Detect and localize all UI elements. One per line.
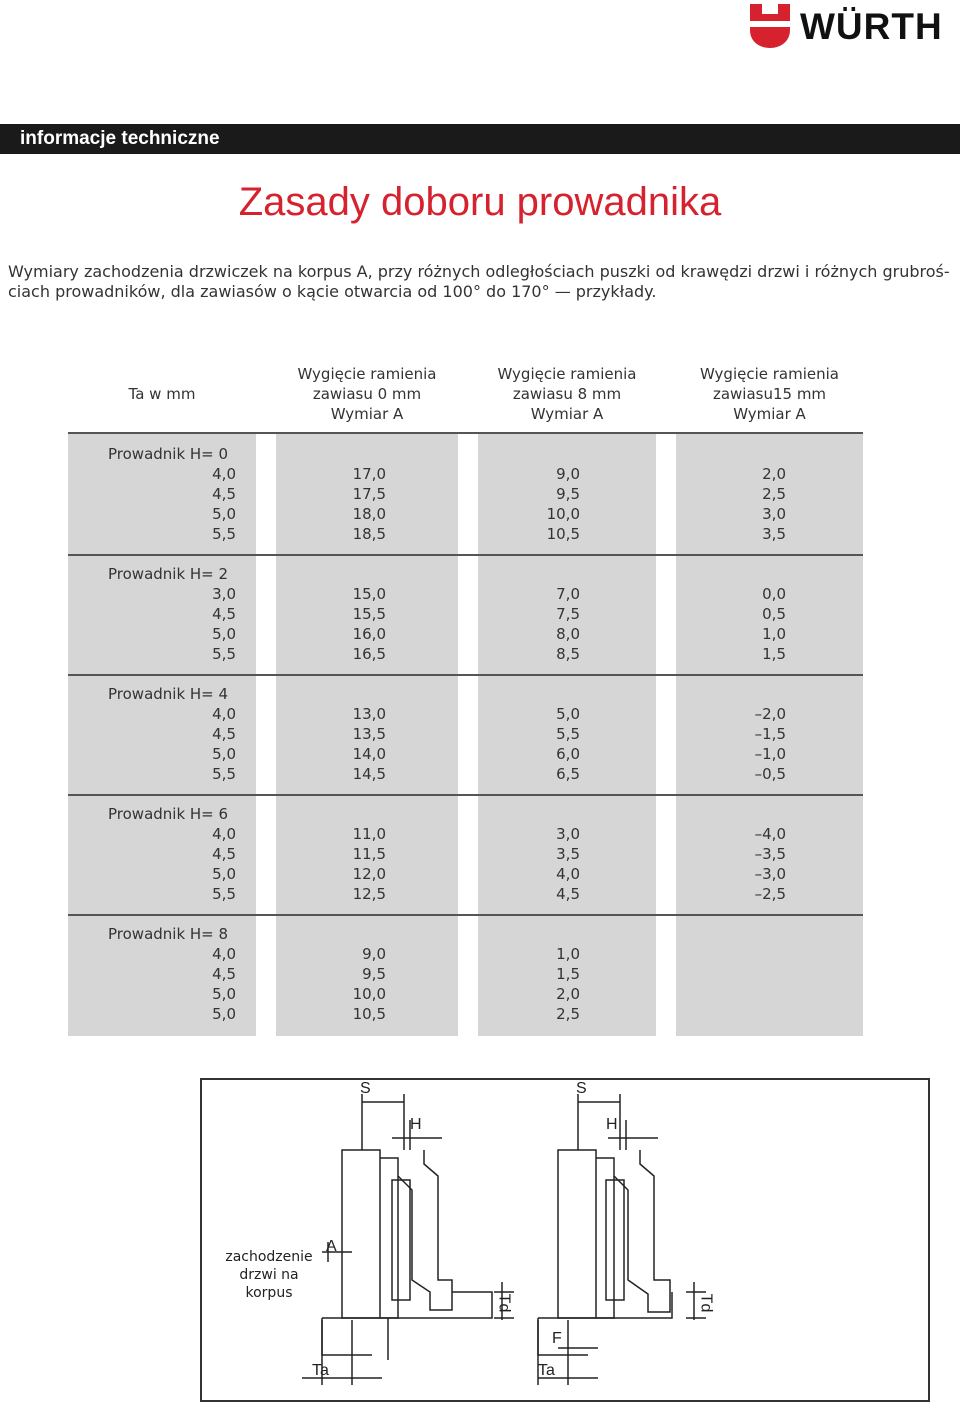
section-header-bar [0, 124, 960, 154]
table-cell-a0: 10,5 [352, 1005, 386, 1023]
label-h-left: H [410, 1116, 422, 1133]
label-h-right: H [606, 1116, 618, 1133]
page-title: Zasady doboru prowadnika [238, 180, 722, 224]
table-cell-a0: 11,0 [352, 825, 386, 843]
table-cell-a8: 7,0 [556, 585, 580, 603]
table-cell-a0: 11,5 [352, 845, 386, 863]
header-line: Wygięcie ramienia [497, 365, 637, 383]
table-cell-a15: –3,5 [754, 845, 786, 863]
table-cell-ta: 4,5 [212, 725, 236, 743]
table-cell-ta: 5,0 [212, 985, 236, 1003]
table-cell-a0: 16,5 [352, 645, 386, 663]
table-cell-a15: –1,0 [754, 745, 786, 763]
overlap-label-line: zachodzenie [225, 1249, 313, 1265]
table-cell-ta: 5,0 [212, 865, 236, 883]
table-cell-a8: 5,0 [556, 705, 580, 723]
table-cell-a15: –4,0 [754, 825, 786, 843]
header-divider [68, 432, 863, 434]
table-cell-ta: 5,5 [212, 885, 236, 903]
table-cell-a15: 2,5 [762, 485, 786, 503]
table-cell-a15: –0,5 [754, 765, 786, 783]
group-divider [68, 914, 863, 916]
group-label: Prowadnik H= 2 [108, 565, 229, 583]
header-line: Wymiar A [530, 405, 604, 423]
table-cell-a0: 9,0 [362, 945, 386, 963]
table-cell-a8: 1,5 [556, 965, 580, 983]
table-cell-a8: 2,0 [556, 985, 580, 1003]
table-cell-a8: 9,5 [556, 485, 580, 503]
table-cell-a8: 3,5 [556, 845, 580, 863]
header-arm-8mm [478, 364, 656, 424]
table-cell-a15: –2,0 [754, 705, 786, 723]
table-cell-ta: 4,0 [212, 465, 236, 483]
header-line: Wygięcie ramienia [297, 365, 437, 383]
label-a: A [326, 1238, 337, 1255]
table-cell-a15: 3,0 [762, 505, 786, 523]
table-cell-ta: 5,0 [212, 745, 236, 763]
table-cell-ta: 3,0 [212, 585, 236, 603]
table-cell-a8: 8,5 [556, 645, 580, 663]
table-cell-a15: 3,5 [762, 525, 786, 543]
table-cell-a0: 12,5 [352, 885, 386, 903]
table-cell-ta: 4,0 [212, 825, 236, 843]
table-cell-a0: 18,5 [352, 525, 386, 543]
table-cell-a8: 8,0 [556, 625, 580, 643]
section-label: informacje techniczne [20, 128, 220, 149]
table-cell-a0: 12,0 [352, 865, 386, 883]
table-cell-a15: 0,0 [762, 585, 786, 603]
table-cell-a15: –2,5 [754, 885, 786, 903]
table-cell-ta: 4,0 [212, 945, 236, 963]
table-cell-a8: 4,0 [556, 865, 580, 883]
table-cell-a8: 7,5 [556, 605, 580, 623]
hinge-diagram [200, 1078, 930, 1402]
table-cell-ta: 5,0 [212, 505, 236, 523]
table-cell-a0: 16,0 [352, 625, 386, 643]
table-cell-a0: 9,5 [362, 965, 386, 983]
label-s-left: S [360, 1080, 371, 1097]
column-divider [256, 434, 276, 1036]
label-f: F [552, 1330, 562, 1347]
label-s-right: S [576, 1080, 587, 1097]
header-line: zawiasu15 mm [712, 385, 827, 403]
hinge-cross-section-icon [202, 1080, 928, 1400]
header-arm-0mm [276, 364, 458, 424]
header-line: Wygięcie ramienia [699, 365, 839, 383]
table-cell-ta: 5,5 [212, 525, 236, 543]
group-label: Prowadnik H= 4 [108, 685, 229, 703]
table-cell-a15: 0,5 [762, 605, 786, 623]
table-cell-a0: 14,5 [352, 765, 386, 783]
table-cell-a8: 10,5 [546, 525, 580, 543]
table-cell-a8: 3,0 [556, 825, 580, 843]
label-ta-right: Ta [538, 1362, 555, 1379]
table-cell-a8: 9,0 [556, 465, 580, 483]
group-divider [68, 794, 863, 796]
table-cell-ta: 4,5 [212, 965, 236, 983]
group-label: Prowadnik H= 8 [108, 925, 229, 943]
table-cell-ta: 4,5 [212, 485, 236, 503]
column-divider [656, 434, 676, 1036]
header-line: Wymiar A [733, 405, 806, 423]
table-cell-ta: 5,0 [212, 1005, 236, 1023]
label-td-right: Td [697, 1293, 715, 1313]
table-cell-ta: 5,5 [212, 765, 236, 783]
group-divider [68, 554, 863, 556]
header-line: zawiasu 0 mm [312, 385, 422, 403]
wurth-logo-mark-icon [750, 4, 790, 48]
header-line: Wymiar A [330, 405, 404, 423]
table-cell-a0: 13,0 [352, 705, 386, 723]
overlap-label [214, 1248, 324, 1302]
table-cell-a8: 1,0 [556, 945, 580, 963]
label-td-left: Td [495, 1293, 513, 1313]
table-cell-a0: 14,0 [352, 745, 386, 763]
intro-line-1: Wymiary zachodzenia drzwiczek na korpus A, przy różnych odległościach puszki od krawędzi drzwi i różnych grubroś- [8, 262, 950, 281]
table-cell-a15: –1,5 [754, 725, 786, 743]
table-cell-a0: 15,0 [352, 585, 386, 603]
table-cell-a15: –3,0 [754, 865, 786, 883]
brand-name: WÜRTH [800, 6, 943, 47]
header-arm-15mm [676, 364, 863, 424]
table-cell-a8: 6,5 [556, 765, 580, 783]
table-cell-a8: 4,5 [556, 885, 580, 903]
wurth-logo [750, 4, 956, 50]
table-cell-a8: 5,5 [556, 725, 580, 743]
table-cell-ta: 4,5 [212, 605, 236, 623]
header-ta: Ta w mm [128, 385, 196, 403]
table-cell-a0: 15,5 [352, 605, 386, 623]
intro-line-2: ciach prowadników, dla zawiasów o kącie otwarcia od 100° do 170° — przykłady. [8, 282, 657, 301]
table-cell-a0: 10,0 [352, 985, 386, 1003]
table-cell-a0: 17,0 [352, 465, 386, 483]
table-cell-a0: 13,5 [352, 725, 386, 743]
group-label: Prowadnik H= 0 [108, 445, 229, 463]
group-label: Prowadnik H= 6 [108, 805, 229, 823]
column-divider [458, 434, 478, 1036]
table-cell-a15: 2,0 [762, 465, 786, 483]
table-cell-a8: 10,0 [546, 505, 580, 523]
group-divider [68, 674, 863, 676]
table-cell-a8: 2,5 [556, 1005, 580, 1023]
table-cell-ta: 4,5 [212, 845, 236, 863]
table-cell-a0: 18,0 [352, 505, 386, 523]
table-cell-a8: 6,0 [556, 745, 580, 763]
table-cell-ta: 5,5 [212, 645, 236, 663]
table-cell-a15: 1,5 [762, 645, 786, 663]
label-ta-left: Ta [312, 1362, 329, 1379]
header-line: zawiasu 8 mm [512, 385, 622, 403]
table-cell-ta: 4,0 [212, 705, 236, 723]
overlap-label-line: drzwi na korpus [239, 1267, 299, 1301]
intro-paragraph [8, 262, 954, 302]
hinge-selection-table [68, 356, 863, 1036]
table-cell-a0: 17,5 [352, 485, 386, 503]
table-cell-a15: 1,0 [762, 625, 786, 643]
table-cell-ta: 5,0 [212, 625, 236, 643]
